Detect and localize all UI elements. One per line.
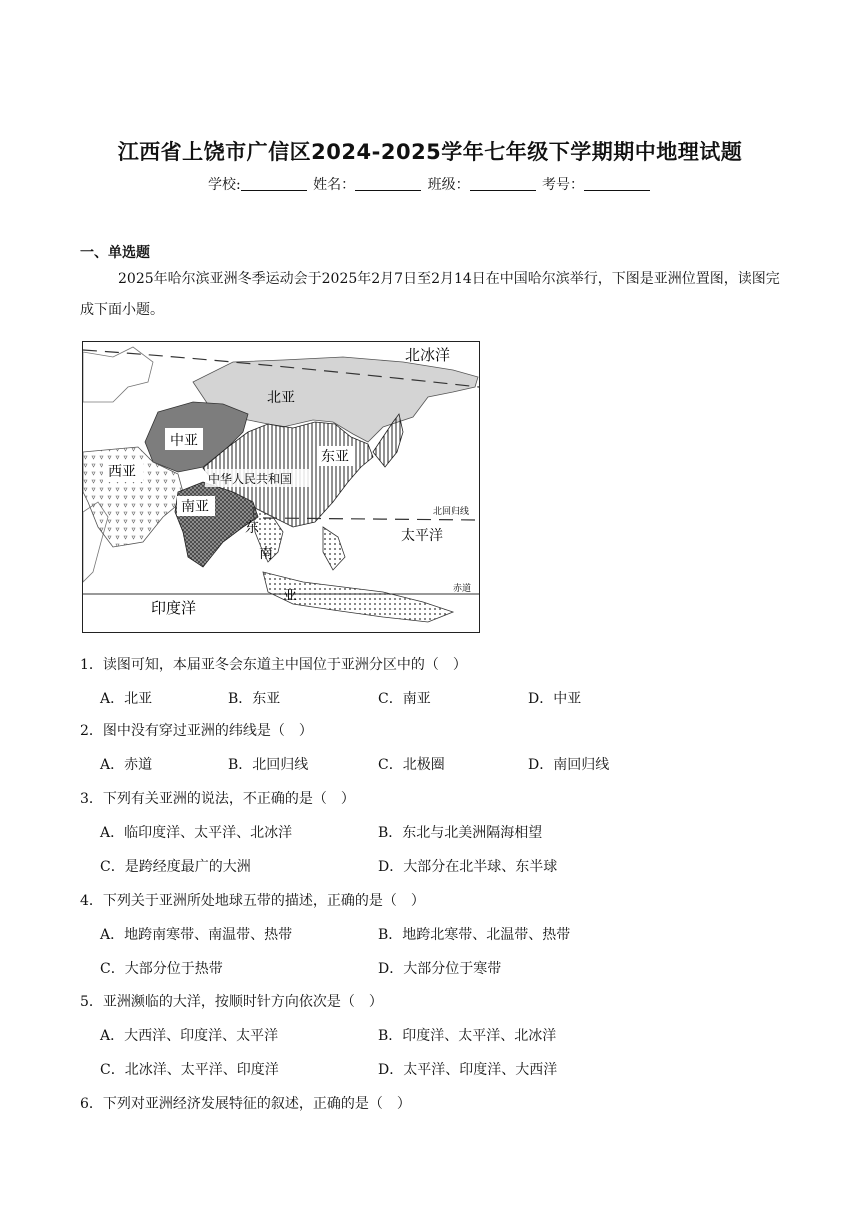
q3-option-b[interactable]: B．东北与北美洲隔海相望 xyxy=(378,825,543,841)
school-label: 学校: xyxy=(207,177,241,193)
label-east-asia: 东亚 xyxy=(321,449,349,465)
section-heading: 一、单选题 xyxy=(80,245,150,261)
q4-option-c[interactable]: C．大部分位于热带 xyxy=(100,961,223,977)
student-info-line xyxy=(0,174,860,194)
school-blank[interactable] xyxy=(241,176,307,191)
label-southeast-2: 南 xyxy=(259,546,273,562)
q5-option-c[interactable]: C．北冰洋、太平洋、印度洋 xyxy=(100,1062,279,1078)
question-4: 4．下列关于亚洲所处地球五带的描述，正确的是（ ） xyxy=(80,893,425,909)
question-3: 3．下列有关亚洲的说法，不正确的是（ ） xyxy=(80,791,355,807)
label-equator: 赤道 xyxy=(453,584,472,594)
label-south-asia: 南亚 xyxy=(181,499,209,515)
europe-outline xyxy=(83,347,153,402)
class-label: 班级： xyxy=(427,177,470,193)
q5-option-a[interactable]: A．大西洋、印度洋、太平洋 xyxy=(100,1028,279,1044)
label-central-asia: 中亚 xyxy=(170,433,198,449)
question-6: 6．下列对亚洲经济发展特征的叙述，正确的是（ ） xyxy=(80,1096,411,1112)
q3-option-a[interactable]: A．临印度洋、太平洋、北冰洋 xyxy=(100,825,293,841)
asia-map-svg xyxy=(83,342,479,632)
class-blank[interactable] xyxy=(470,176,536,191)
label-southeast-1: 东 xyxy=(245,520,259,536)
label-tropic: 北回归线 xyxy=(433,507,470,517)
name-blank[interactable] xyxy=(355,176,421,191)
q1-option-c[interactable]: C．南亚 xyxy=(378,691,431,707)
exam-no-blank[interactable] xyxy=(584,176,650,191)
label-indian-ocean: 印度洋 xyxy=(151,599,197,617)
q2-option-a[interactable]: A．赤道 xyxy=(100,757,153,773)
q1-option-d[interactable]: D．中亚 xyxy=(528,691,582,707)
label-prc: 中华人民共和国 xyxy=(208,472,293,486)
q2-option-b[interactable]: B．北回归线 xyxy=(228,757,309,773)
q4-option-b[interactable]: B．地跨北寒带、北温带、热带 xyxy=(378,927,571,943)
intro-paragraph: 2025年哈尔滨亚洲冬季运动会于2025年2月7日至2月14日在中国哈尔滨举行，下图是亚洲位置图，读图完成下面小题。 xyxy=(80,271,780,318)
q5-option-d[interactable]: D．太平洋、印度洋、大西洋 xyxy=(378,1062,558,1078)
question-1: 1．读图可知，本届亚冬会东道主中国位于亚洲分区中的（ ） xyxy=(80,657,467,673)
label-southeast-3: 亚 xyxy=(283,588,297,604)
label-north-asia: 北亚 xyxy=(267,390,295,406)
label-west-asia: 西亚 xyxy=(108,464,136,480)
name-label: 姓名： xyxy=(313,177,356,193)
q2-option-d[interactable]: D．南回归线 xyxy=(528,757,610,773)
q3-option-d[interactable]: D．大部分在北半球、东半球 xyxy=(378,859,558,875)
q3-option-c[interactable]: C．是跨经度最广的大洲 xyxy=(100,859,251,875)
q4-option-d[interactable]: D．大部分位于寒带 xyxy=(378,961,502,977)
q2-option-c[interactable]: C．北极圈 xyxy=(378,757,445,773)
label-arctic-ocean: 北冰洋 xyxy=(405,346,451,364)
label-pacific: 太平洋 xyxy=(401,528,443,544)
question-5: 5．亚洲濒临的大洋，按顺时针方向依次是（ ） xyxy=(80,994,383,1010)
q1-option-a[interactable]: A．北亚 xyxy=(100,691,153,707)
page-title: 江西省上饶市广信区2024-2025学年七年级下学期期中地理试题 xyxy=(117,140,743,164)
asia-location-map xyxy=(82,341,480,633)
philippines-islands xyxy=(323,527,345,570)
q1-option-b[interactable]: B．东亚 xyxy=(228,691,281,707)
q4-option-a[interactable]: A．地跨南寒带、南温带、热带 xyxy=(100,927,293,943)
exam-no-label: 考号： xyxy=(542,177,585,193)
question-2: 2．图中没有穿过亚洲的纬线是（ ） xyxy=(80,723,313,739)
q5-option-b[interactable]: B．印度洋、太平洋、北冰洋 xyxy=(378,1028,557,1044)
